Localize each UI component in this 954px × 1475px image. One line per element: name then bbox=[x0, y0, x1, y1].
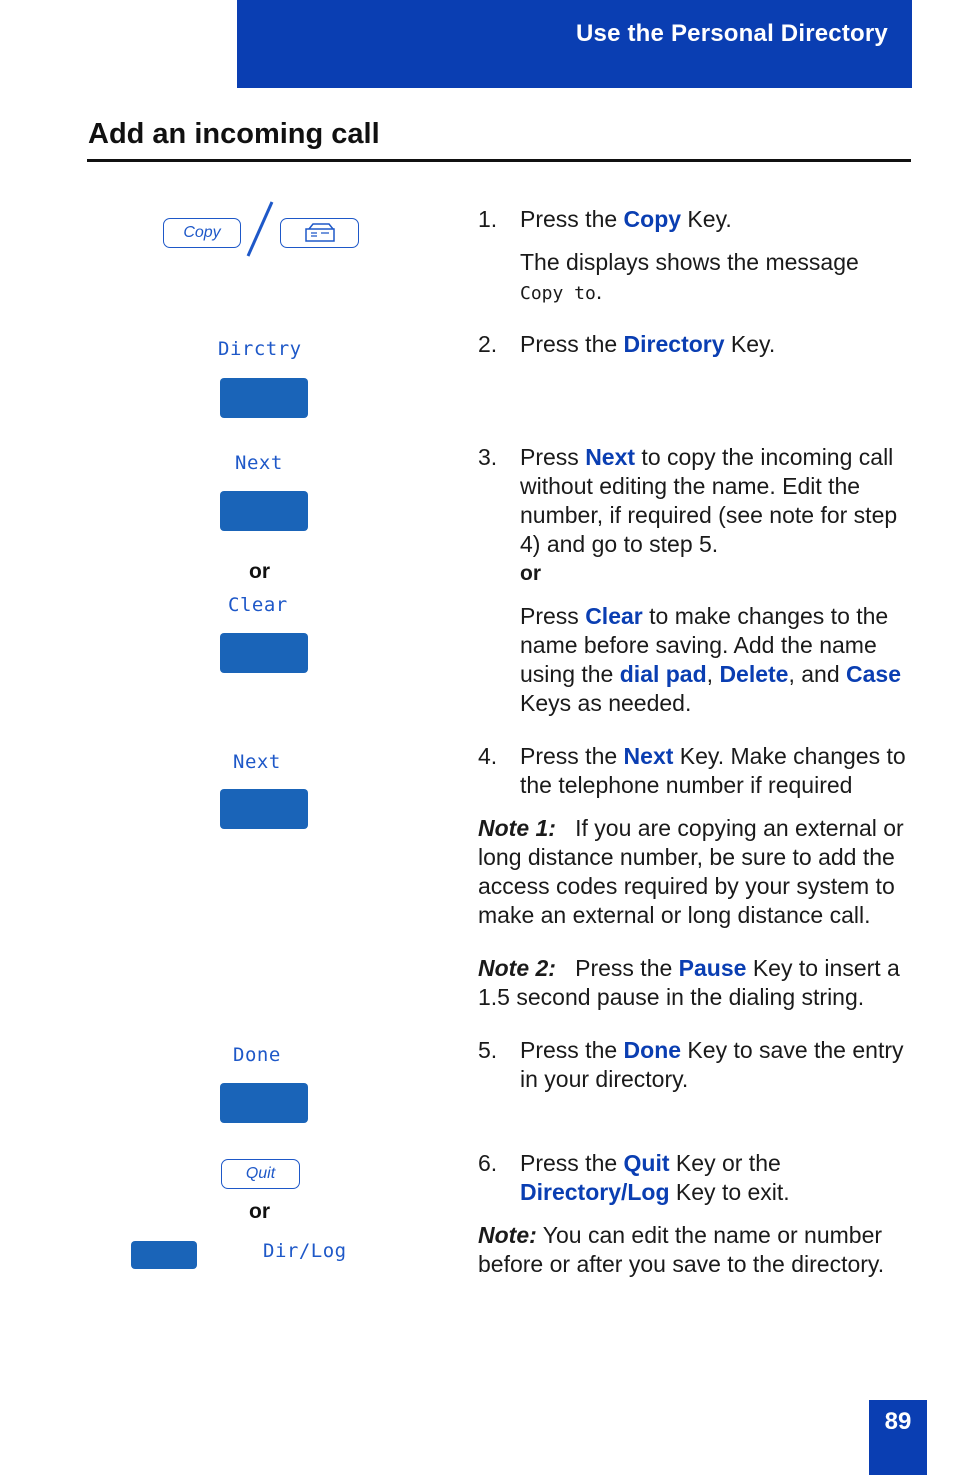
key-name: Next bbox=[585, 444, 636, 470]
step-text: Key. Make changes to the telephone number if required bbox=[520, 743, 906, 798]
or-label: or bbox=[249, 560, 270, 583]
step-text: The displays shows the message bbox=[520, 249, 859, 275]
directory-key[interactable] bbox=[280, 218, 359, 248]
step-1 bbox=[478, 205, 910, 308]
key-name: Directory/Log bbox=[520, 1179, 670, 1205]
step-text: Press bbox=[520, 444, 586, 470]
step-number: 6. bbox=[478, 1150, 498, 1176]
step-detail bbox=[520, 602, 910, 718]
lcd-label-next: Next bbox=[235, 452, 283, 474]
step-text: to make changes to the name before saving. Add the name using the bbox=[520, 603, 889, 687]
page-number-box bbox=[869, 1400, 927, 1475]
step-text: Key to save the entry in your directory. bbox=[520, 1037, 904, 1092]
section-divider bbox=[87, 159, 911, 162]
step-text: . bbox=[595, 278, 603, 304]
note-text: You can edit the name or number before or after you save to the directory. bbox=[478, 1222, 885, 1277]
softkey-done[interactable] bbox=[220, 1083, 308, 1123]
lcd-label-clear: Clear bbox=[228, 594, 288, 616]
step-detail bbox=[520, 248, 910, 308]
step-text: , and bbox=[788, 661, 847, 687]
step-5 bbox=[478, 1036, 910, 1094]
step-text: Press the bbox=[520, 1037, 624, 1063]
lcd-label-dirctry: Dirctry bbox=[218, 338, 302, 360]
step-text: , bbox=[706, 661, 720, 687]
header-bar bbox=[237, 0, 912, 88]
softkey-next[interactable] bbox=[220, 789, 308, 829]
softkey-dir-log[interactable] bbox=[131, 1241, 197, 1269]
note-text: If you are copying an external or long distance number, be sure to add the access codes required by your system to make an external or long distance call. bbox=[478, 815, 904, 928]
copy-key[interactable]: Copy bbox=[163, 218, 241, 248]
page-number: 89 bbox=[884, 1408, 912, 1435]
step-number: 1. bbox=[478, 206, 498, 232]
step-3 bbox=[478, 443, 910, 718]
step-4 bbox=[478, 742, 910, 800]
key-name: Quit bbox=[623, 1150, 670, 1176]
step-text: Keys as needed. bbox=[520, 690, 692, 716]
softkey-next[interactable] bbox=[220, 491, 308, 531]
step-text: Press the bbox=[520, 331, 624, 357]
display-message: Copy to bbox=[520, 283, 596, 304]
or-label: or bbox=[249, 1200, 270, 1223]
key-name: Pause bbox=[678, 955, 747, 981]
key-name: Next bbox=[623, 743, 674, 769]
softkey-dirctry[interactable] bbox=[220, 378, 308, 418]
note-label: Note: bbox=[478, 1222, 537, 1248]
step-text: Key or the bbox=[669, 1150, 781, 1176]
key-name: Case bbox=[846, 661, 902, 687]
note-3 bbox=[478, 1221, 910, 1279]
step-text: Press the bbox=[520, 1150, 624, 1176]
step-text: Press the bbox=[520, 206, 624, 232]
step-text: Key. bbox=[724, 331, 776, 357]
directory-book-icon bbox=[303, 222, 337, 244]
step-number: 4. bbox=[478, 743, 498, 769]
lcd-label-done: Done bbox=[233, 1044, 281, 1066]
section-title: Add an incoming call bbox=[88, 118, 380, 150]
note-text: Key to insert a 1.5 second pause in the dialing string. bbox=[478, 955, 900, 1010]
note-2 bbox=[478, 954, 910, 1012]
key-name: dial pad bbox=[619, 661, 707, 687]
key-name: Directory bbox=[623, 331, 725, 357]
note-1 bbox=[478, 814, 910, 930]
slash-divider bbox=[244, 200, 276, 258]
note-label: Note 2: bbox=[478, 955, 556, 981]
step-text: Key to exit. bbox=[669, 1179, 790, 1205]
step-text: Press the bbox=[520, 743, 624, 769]
step-number: 2. bbox=[478, 331, 498, 357]
step-2 bbox=[478, 330, 910, 359]
step-number: 5. bbox=[478, 1037, 498, 1063]
step-text: to copy the incoming call without editing the name. Edit the number, if required (see note for step 4) and go to step 5. bbox=[520, 444, 898, 557]
header-title: Use the Personal Directory bbox=[576, 20, 888, 47]
lcd-label-dir-log: Dir/Log bbox=[263, 1240, 347, 1262]
softkey-clear[interactable] bbox=[220, 633, 308, 673]
note-text: Press the bbox=[575, 955, 679, 981]
quit-key[interactable]: Quit bbox=[221, 1159, 300, 1189]
step-text: Key. bbox=[681, 206, 732, 232]
lcd-label-next: Next bbox=[233, 751, 281, 773]
step-text: Press bbox=[520, 603, 586, 629]
note-label: Note 1: bbox=[478, 815, 556, 841]
key-name: Clear bbox=[585, 603, 643, 629]
key-name: Delete bbox=[719, 661, 789, 687]
step-number: 3. bbox=[478, 444, 498, 470]
step-6 bbox=[478, 1149, 910, 1207]
key-name: Copy bbox=[623, 206, 682, 232]
or-label: or bbox=[520, 562, 541, 585]
key-name: Done bbox=[623, 1037, 682, 1063]
